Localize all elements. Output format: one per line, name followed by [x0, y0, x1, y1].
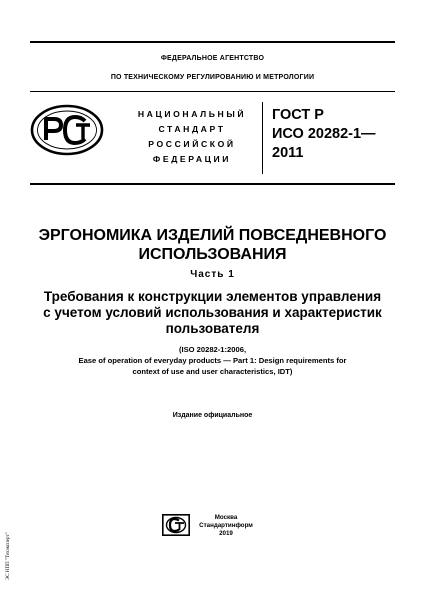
- edition-label: Издание официальное: [172, 412, 253, 419]
- side-stamp: ЭС НПП "Техэксперт": [6, 532, 11, 580]
- top-rule: [30, 41, 395, 43]
- title-line-1: ЭРГОНОМИКА ИЗДЕЛИЙ ПОВСЕДНЕВНОГО: [38, 227, 387, 244]
- designation-rule: [30, 183, 395, 185]
- standard-type-line-4: ФЕДЕРАЦИИ: [152, 154, 232, 164]
- agency-line-1: ФЕДЕРАЛЬНОЕ АГЕНТСТВО: [160, 55, 265, 62]
- publisher-city: Москва: [214, 514, 238, 521]
- standard-type-line-1: НАЦИОНАЛЬНЫЙ: [137, 109, 247, 119]
- header-rule: [30, 91, 395, 92]
- iso-reference-line-3: context of use and user characteristics, IDT): [132, 367, 293, 376]
- agency-line-2: ПО ТЕХНИЧЕСКОМУ РЕГУЛИРОВАНИЮ И МЕТРОЛОГИИ: [110, 74, 315, 81]
- subtitle-line-3: пользователя: [165, 321, 260, 336]
- subtitle-line-1: Требования к конструкции элементов управления: [43, 289, 382, 304]
- designation-line-3: 2011: [272, 145, 304, 161]
- publisher-year: 2019: [219, 530, 233, 537]
- publisher-name: Стандартинформ: [199, 522, 253, 529]
- iso-reference-line-1: (ISO 20282-1:2006,: [178, 345, 247, 354]
- title-line-2: ИСПОЛЬЗОВАНИЯ: [138, 246, 287, 263]
- designation-line-1: ГОСТ Р: [272, 107, 324, 123]
- standard-type-line-3: РОССИЙСКОЙ: [148, 139, 236, 149]
- standartinform-logo-icon: [162, 514, 190, 536]
- subtitle-line-2: с учетом условий использования и характеристик: [43, 305, 382, 320]
- iso-reference-line-2: Ease of operation of everyday products — Part 1: Design requirements for: [78, 356, 347, 365]
- designation-line-2: ИСО 20282-1—: [272, 126, 376, 142]
- standard-type-line-2: СТАНДАРТ: [158, 124, 226, 134]
- vertical-divider: [262, 102, 263, 174]
- part-label: Часть 1: [190, 269, 235, 280]
- rst-logo-icon: [30, 104, 104, 156]
